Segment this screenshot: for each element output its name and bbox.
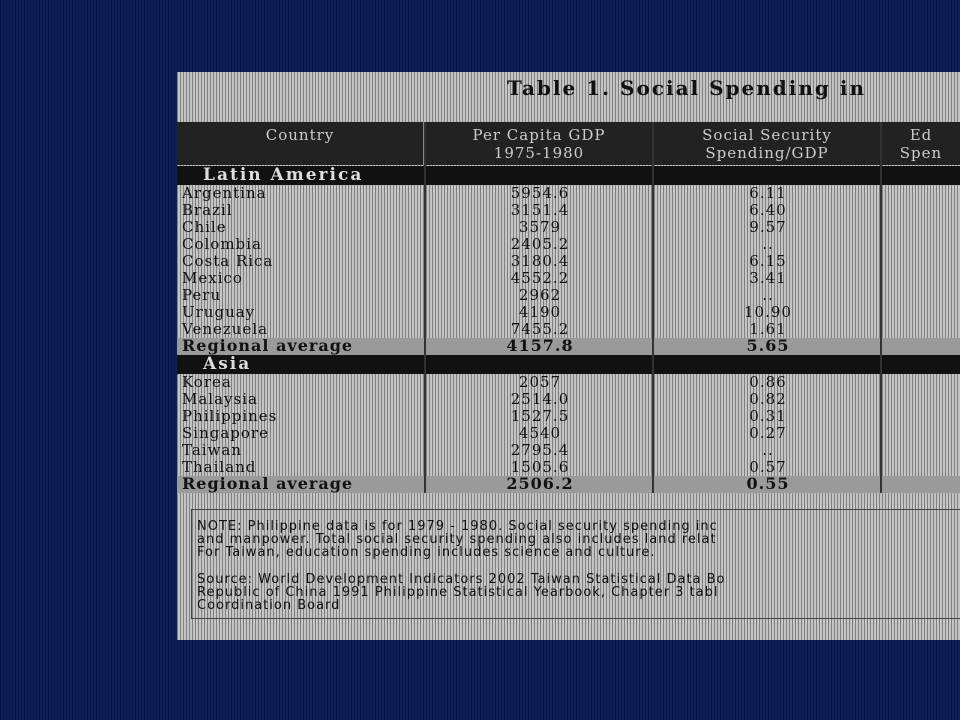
column-divider [652,122,654,493]
table-row [177,253,960,270]
gdp-cell: 2962 [518,286,562,304]
table-note [191,509,960,619]
regional-average-row [177,338,960,355]
column-header [882,122,960,165]
column-header [426,122,654,165]
social-security-cell: 0.27 [749,424,787,442]
social-security-cell: 6.40 [749,201,787,219]
note-line: and manpower. Total social security spending also includes land relat [197,532,717,547]
social-security-cell: .. [762,441,774,459]
table-row [177,374,960,391]
table-row [177,202,960,219]
country-cell: Malaysia [182,390,258,408]
gdp-cell: 4540 [518,424,562,442]
country-cell: Thailand [182,458,257,476]
table-row [177,287,960,304]
social-security-cell: 10.90 [744,303,792,321]
social-security-cell: 9.57 [749,218,787,236]
country-cell: Costa Rica [182,252,274,270]
country-cell: Singapore [182,424,269,442]
column-header-line1: Social Security [702,126,832,144]
gdp-cell: 3151.4 [510,201,570,219]
average-gdp: 4157.8 [506,336,574,355]
section-header [177,166,960,185]
gdp-cell: 5954.6 [510,184,570,202]
table-row [177,425,960,442]
note-line: For Taiwan, education spending includes science and culture. [197,545,656,560]
column-header-line1: Ed [909,126,933,144]
column-header [654,122,882,165]
gdp-cell: 4552.2 [510,269,570,287]
gdp-cell: 2057 [518,373,562,391]
section-label: Latin America [203,165,364,185]
regional-average-row [177,476,960,493]
column-header-line2: Spen [899,144,943,162]
country-cell: Taiwan [182,441,243,459]
column-header-line1: Per Capita GDP [472,126,606,144]
gdp-cell: 2795.4 [510,441,570,459]
social-security-cell: 3.41 [749,269,787,287]
country-cell: Chile [182,218,227,236]
gdp-cell: 4190 [518,303,562,321]
table-row [177,304,960,321]
column-header-line2: Spending/GDP [705,144,829,162]
country-cell: Peru [182,286,222,304]
note-line: NOTE: Philippine data is for 1979 - 1980. Social security spending inc [197,519,718,534]
social-security-cell: .. [762,286,774,304]
social-security-cell: .. [762,235,774,253]
section-header [177,355,960,374]
social-security-cell: 1.61 [749,320,787,338]
average-ss: 0.55 [746,474,790,493]
source-line: Republic of China 1991 Philippine Statistical Yearbook, Chapter 3 tabl [197,585,719,600]
country-cell: Korea [182,373,232,391]
gdp-cell: 7455.2 [510,320,570,338]
country-cell: Uruguay [182,303,256,321]
country-cell: Colombia [182,235,262,253]
column-header [177,122,425,165]
column-divider [424,122,426,493]
gdp-cell: 1505.6 [510,458,570,476]
gdp-cell: 2405.2 [510,235,570,253]
gdp-cell: 3180.4 [510,252,570,270]
social-security-cell: 0.57 [749,458,787,476]
social-security-cell: 6.11 [749,184,787,202]
country-cell: Philippines [182,407,278,425]
table-row [177,391,960,408]
average-gdp: 2506.2 [506,474,574,493]
country-cell: Argentina [182,184,267,202]
social-security-cell: 0.82 [749,390,787,408]
column-header-line2: 1975-1980 [493,144,585,162]
country-cell: Brazil [182,201,233,219]
average-ss: 5.65 [746,336,790,355]
gdp-cell: 3579 [518,218,562,236]
table-row [177,185,960,202]
social-security-cell: 0.31 [749,407,787,425]
table-row [177,442,960,459]
country-cell: Venezuela [182,320,269,338]
table-row [177,219,960,236]
gdp-cell: 2514.0 [510,390,570,408]
average-label: Regional average [182,336,354,355]
table-row [177,270,960,287]
country-cell: Mexico [182,269,243,287]
social-security-cell: 0.86 [749,373,787,391]
gdp-cell: 1527.5 [510,407,570,425]
section-label: Asia [203,354,252,374]
social-security-cell: 6.15 [749,252,787,270]
table-title: Table 1. Social Spending in [507,76,867,100]
table-row [177,408,960,425]
source-line: Source: World Development Indicators 2002 Taiwan Statistical Data Bo [197,572,726,587]
average-label: Regional average [182,474,354,493]
source-line: Coordination Board [197,598,341,613]
table-slide [177,72,960,640]
table-row [177,236,960,253]
column-divider [880,122,882,493]
column-header-line1: Country [265,126,335,144]
